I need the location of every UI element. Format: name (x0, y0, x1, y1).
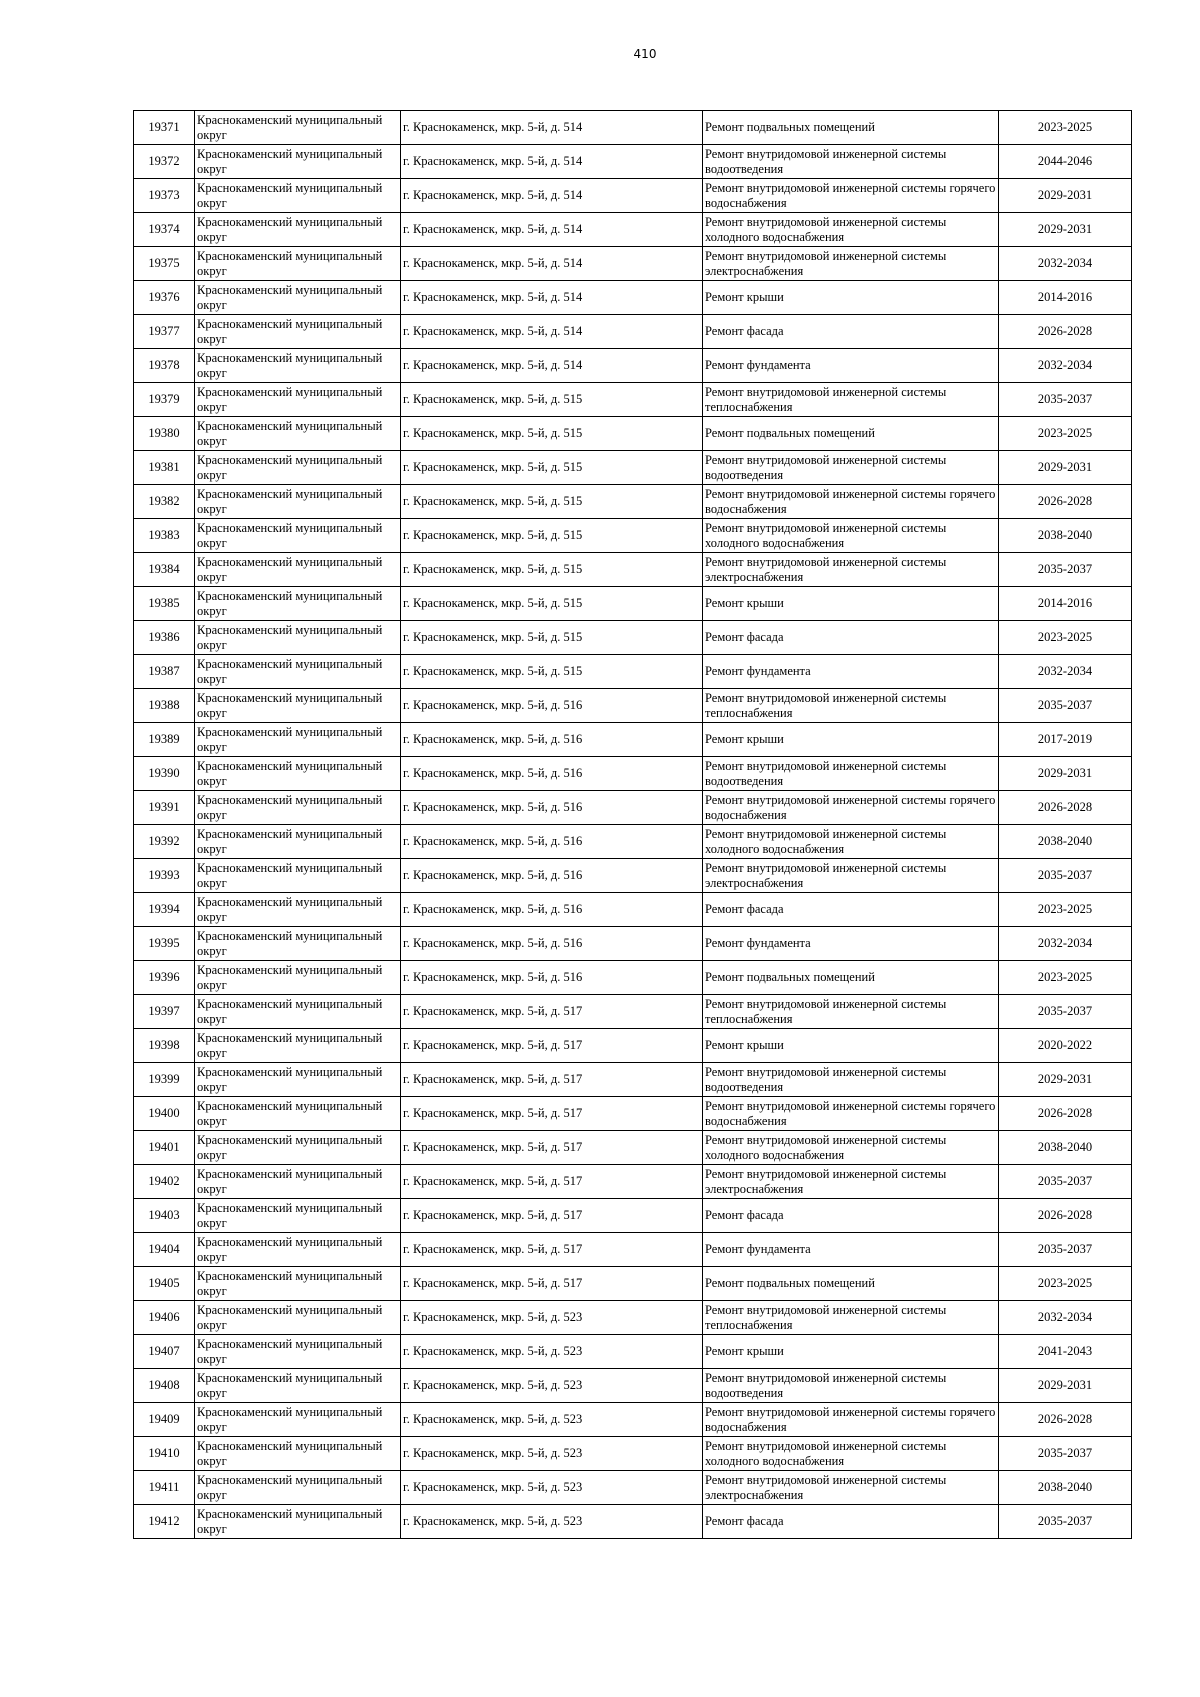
address-cell: г. Краснокаменск, мкр. 5-й, д. 516 (401, 689, 703, 723)
work-type-cell: Ремонт внутридомовой инженерной системы теплоснабжения (703, 995, 999, 1029)
period-cell: 2035-2037 (999, 859, 1132, 893)
work-type-cell: Ремонт внутридомовой инженерной системы водоотведения (703, 145, 999, 179)
work-type-cell: Ремонт внутридомовой инженерной системы водоотведения (703, 1369, 999, 1403)
row-number-cell: 19408 (134, 1369, 195, 1403)
address-cell: г. Краснокаменск, мкр. 5-й, д. 517 (401, 1233, 703, 1267)
municipality-cell: Краснокаменский муниципальный округ (195, 1505, 401, 1539)
table-row (134, 961, 1132, 995)
row-number-cell: 19394 (134, 893, 195, 927)
work-type-cell: Ремонт внутридомовой инженерной системы электроснабжения (703, 859, 999, 893)
address-cell: г. Краснокаменск, мкр. 5-й, д. 516 (401, 791, 703, 825)
municipality-cell: Краснокаменский муниципальный округ (195, 417, 401, 451)
municipality-cell: Краснокаменский муниципальный округ (195, 961, 401, 995)
work-type-cell: Ремонт крыши (703, 1029, 999, 1063)
municipality-cell: Краснокаменский муниципальный округ (195, 723, 401, 757)
municipality-cell: Краснокаменский муниципальный округ (195, 1301, 401, 1335)
table-row (134, 1131, 1132, 1165)
work-type-cell: Ремонт фундамента (703, 927, 999, 961)
row-number-cell: 19407 (134, 1335, 195, 1369)
address-cell: г. Краснокаменск, мкр. 5-й, д. 514 (401, 349, 703, 383)
table-body (134, 111, 1132, 1539)
municipality-cell: Краснокаменский муниципальный округ (195, 757, 401, 791)
period-cell: 2023-2025 (999, 961, 1132, 995)
page-number: 410 (633, 47, 657, 61)
address-cell: г. Краснокаменск, мкр. 5-й, д. 514 (401, 281, 703, 315)
period-cell: 2035-2037 (999, 1437, 1132, 1471)
work-type-cell: Ремонт внутридомовой инженерной системы холодного водоснабжения (703, 213, 999, 247)
work-type-cell: Ремонт подвальных помещений (703, 417, 999, 451)
table-row (134, 1063, 1132, 1097)
period-cell: 2029-2031 (999, 1063, 1132, 1097)
period-cell: 2035-2037 (999, 1505, 1132, 1539)
work-type-cell: Ремонт внутридомовой инженерной системы холодного водоснабжения (703, 825, 999, 859)
work-type-cell: Ремонт подвальных помещений (703, 1267, 999, 1301)
period-cell: 2032-2034 (999, 655, 1132, 689)
address-cell: г. Краснокаменск, мкр. 5-й, д. 514 (401, 247, 703, 281)
table-row (134, 247, 1132, 281)
work-type-cell: Ремонт внутридомовой инженерной системы электроснабжения (703, 247, 999, 281)
period-cell: 2026-2028 (999, 1199, 1132, 1233)
municipality-cell: Краснокаменский муниципальный округ (195, 893, 401, 927)
address-cell: г. Краснокаменск, мкр. 5-й, д. 515 (401, 451, 703, 485)
row-number-cell: 19384 (134, 553, 195, 587)
municipality-cell: Краснокаменский муниципальный округ (195, 111, 401, 145)
table-row (134, 213, 1132, 247)
table-row (134, 281, 1132, 315)
work-type-cell: Ремонт крыши (703, 1335, 999, 1369)
table-row (134, 315, 1132, 349)
table-row (134, 1335, 1132, 1369)
work-type-cell: Ремонт внутридомовой инженерной системы холодного водоснабжения (703, 519, 999, 553)
row-number-cell: 19403 (134, 1199, 195, 1233)
period-cell: 2035-2037 (999, 689, 1132, 723)
work-type-cell: Ремонт внутридомовой инженерной системы водоотведения (703, 757, 999, 791)
work-type-cell: Ремонт фасада (703, 621, 999, 655)
work-type-cell: Ремонт внутридомовой инженерной системы водоотведения (703, 1063, 999, 1097)
table-row (134, 927, 1132, 961)
address-cell: г. Краснокаменск, мкр. 5-й, д. 515 (401, 621, 703, 655)
repair-schedule-table (133, 110, 1132, 1539)
row-number-cell: 19392 (134, 825, 195, 859)
row-number-cell: 19371 (134, 111, 195, 145)
municipality-cell: Краснокаменский муниципальный округ (195, 1267, 401, 1301)
period-cell: 2044-2046 (999, 145, 1132, 179)
municipality-cell: Краснокаменский муниципальный округ (195, 1063, 401, 1097)
municipality-cell: Краснокаменский муниципальный округ (195, 485, 401, 519)
address-cell: г. Краснокаменск, мкр. 5-й, д. 523 (401, 1301, 703, 1335)
table-row (134, 1199, 1132, 1233)
row-number-cell: 19389 (134, 723, 195, 757)
row-number-cell: 19376 (134, 281, 195, 315)
work-type-cell: Ремонт фундамента (703, 655, 999, 689)
table-row (134, 1165, 1132, 1199)
period-cell: 2032-2034 (999, 349, 1132, 383)
municipality-cell: Краснокаменский муниципальный округ (195, 1199, 401, 1233)
work-type-cell: Ремонт внутридомовой инженерной системы водоотведения (703, 451, 999, 485)
municipality-cell: Краснокаменский муниципальный округ (195, 145, 401, 179)
table-row (134, 655, 1132, 689)
table-row (134, 1403, 1132, 1437)
row-number-cell: 19399 (134, 1063, 195, 1097)
row-number-cell: 19387 (134, 655, 195, 689)
municipality-cell: Краснокаменский муниципальный округ (195, 247, 401, 281)
period-cell: 2029-2031 (999, 451, 1132, 485)
period-cell: 2026-2028 (999, 1403, 1132, 1437)
municipality-cell: Краснокаменский муниципальный округ (195, 791, 401, 825)
row-number-cell: 19390 (134, 757, 195, 791)
row-number-cell: 19412 (134, 1505, 195, 1539)
table-row (134, 621, 1132, 655)
period-cell: 2035-2037 (999, 553, 1132, 587)
address-cell: г. Краснокаменск, мкр. 5-й, д. 523 (401, 1505, 703, 1539)
period-cell: 2014-2016 (999, 587, 1132, 621)
address-cell: г. Краснокаменск, мкр. 5-й, д. 514 (401, 179, 703, 213)
municipality-cell: Краснокаменский муниципальный округ (195, 179, 401, 213)
table-row (134, 859, 1132, 893)
municipality-cell: Краснокаменский муниципальный округ (195, 451, 401, 485)
work-type-cell: Ремонт фундамента (703, 349, 999, 383)
period-cell: 2035-2037 (999, 383, 1132, 417)
row-number-cell: 19381 (134, 451, 195, 485)
municipality-cell: Краснокаменский муниципальный округ (195, 383, 401, 417)
work-type-cell: Ремонт внутридомовой инженерной системы теплоснабжения (703, 1301, 999, 1335)
period-cell: 2041-2043 (999, 1335, 1132, 1369)
table-row (134, 1369, 1132, 1403)
table-row (134, 1437, 1132, 1471)
work-type-cell: Ремонт внутридомовой инженерной системы горячего водоснабжения (703, 791, 999, 825)
table-row (134, 1301, 1132, 1335)
row-number-cell: 19382 (134, 485, 195, 519)
period-cell: 2032-2034 (999, 927, 1132, 961)
work-type-cell: Ремонт внутридомовой инженерной системы электроснабжения (703, 1471, 999, 1505)
address-cell: г. Краснокаменск, мкр. 5-й, д. 515 (401, 485, 703, 519)
municipality-cell: Краснокаменский муниципальный округ (195, 519, 401, 553)
work-type-cell: Ремонт подвальных помещений (703, 961, 999, 995)
row-number-cell: 19378 (134, 349, 195, 383)
period-cell: 2026-2028 (999, 1097, 1132, 1131)
address-cell: г. Краснокаменск, мкр. 5-й, д. 516 (401, 757, 703, 791)
table-row (134, 995, 1132, 1029)
table-row (134, 1029, 1132, 1063)
row-number-cell: 19395 (134, 927, 195, 961)
period-cell: 2026-2028 (999, 315, 1132, 349)
period-cell: 2026-2028 (999, 791, 1132, 825)
table-row (134, 757, 1132, 791)
table-row (134, 349, 1132, 383)
table-row (134, 485, 1132, 519)
row-number-cell: 19373 (134, 179, 195, 213)
period-cell: 2023-2025 (999, 621, 1132, 655)
period-cell: 2014-2016 (999, 281, 1132, 315)
row-number-cell: 19386 (134, 621, 195, 655)
work-type-cell: Ремонт внутридомовой инженерной системы горячего водоснабжения (703, 179, 999, 213)
row-number-cell: 19380 (134, 417, 195, 451)
row-number-cell: 19383 (134, 519, 195, 553)
row-number-cell: 19388 (134, 689, 195, 723)
row-number-cell: 19410 (134, 1437, 195, 1471)
municipality-cell: Краснокаменский муниципальный округ (195, 315, 401, 349)
table-row (134, 451, 1132, 485)
row-number-cell: 19374 (134, 213, 195, 247)
work-type-cell: Ремонт внутридомовой инженерной системы электроснабжения (703, 553, 999, 587)
table-row (134, 1267, 1132, 1301)
address-cell: г. Краснокаменск, мкр. 5-й, д. 523 (401, 1437, 703, 1471)
table-row (134, 1471, 1132, 1505)
period-cell: 2038-2040 (999, 519, 1132, 553)
municipality-cell: Краснокаменский муниципальный округ (195, 655, 401, 689)
address-cell: г. Краснокаменск, мкр. 5-й, д. 516 (401, 893, 703, 927)
municipality-cell: Краснокаменский муниципальный округ (195, 927, 401, 961)
work-type-cell: Ремонт фасада (703, 1199, 999, 1233)
address-cell: г. Краснокаменск, мкр. 5-й, д. 517 (401, 1097, 703, 1131)
table-row (134, 723, 1132, 757)
address-cell: г. Краснокаменск, мкр. 5-й, д. 517 (401, 1063, 703, 1097)
work-type-cell: Ремонт внутридомовой инженерной системы теплоснабжения (703, 689, 999, 723)
address-cell: г. Краснокаменск, мкр. 5-й, д. 516 (401, 723, 703, 757)
table-row (134, 383, 1132, 417)
table-row (134, 179, 1132, 213)
address-cell: г. Краснокаменск, мкр. 5-й, д. 515 (401, 383, 703, 417)
work-type-cell: Ремонт фундамента (703, 1233, 999, 1267)
municipality-cell: Краснокаменский муниципальный округ (195, 995, 401, 1029)
table-row (134, 1233, 1132, 1267)
address-cell: г. Краснокаменск, мкр. 5-й, д. 516 (401, 859, 703, 893)
work-type-cell: Ремонт внутридомовой инженерной системы электроснабжения (703, 1165, 999, 1199)
row-number-cell: 19404 (134, 1233, 195, 1267)
work-type-cell: Ремонт внутридомовой инженерной системы теплоснабжения (703, 383, 999, 417)
work-type-cell: Ремонт внутридомовой инженерной системы горячего водоснабжения (703, 1097, 999, 1131)
work-type-cell: Ремонт внутридомовой инженерной системы горячего водоснабжения (703, 485, 999, 519)
row-number-cell: 19393 (134, 859, 195, 893)
row-number-cell: 19402 (134, 1165, 195, 1199)
period-cell: 2020-2022 (999, 1029, 1132, 1063)
table-row (134, 791, 1132, 825)
work-type-cell: Ремонт внутридомовой инженерной системы горячего водоснабжения (703, 1403, 999, 1437)
municipality-cell: Краснокаменский муниципальный округ (195, 689, 401, 723)
address-cell: г. Краснокаменск, мкр. 5-й, д. 516 (401, 961, 703, 995)
address-cell: г. Краснокаменск, мкр. 5-й, д. 515 (401, 417, 703, 451)
table-row (134, 825, 1132, 859)
row-number-cell: 19409 (134, 1403, 195, 1437)
work-type-cell: Ремонт крыши (703, 723, 999, 757)
table-row (134, 587, 1132, 621)
period-cell: 2035-2037 (999, 995, 1132, 1029)
address-cell: г. Краснокаменск, мкр. 5-й, д. 517 (401, 1029, 703, 1063)
address-cell: г. Краснокаменск, мкр. 5-й, д. 515 (401, 553, 703, 587)
municipality-cell: Краснокаменский муниципальный округ (195, 1437, 401, 1471)
table-row (134, 553, 1132, 587)
work-type-cell: Ремонт подвальных помещений (703, 111, 999, 145)
municipality-cell: Краснокаменский муниципальный округ (195, 349, 401, 383)
row-number-cell: 19405 (134, 1267, 195, 1301)
address-cell: г. Краснокаменск, мкр. 5-й, д. 514 (401, 315, 703, 349)
row-number-cell: 19391 (134, 791, 195, 825)
row-number-cell: 19385 (134, 587, 195, 621)
address-cell: г. Краснокаменск, мкр. 5-й, д. 523 (401, 1369, 703, 1403)
period-cell: 2038-2040 (999, 1131, 1132, 1165)
address-cell: г. Краснокаменск, мкр. 5-й, д. 516 (401, 825, 703, 859)
period-cell: 2023-2025 (999, 111, 1132, 145)
period-cell: 2029-2031 (999, 1369, 1132, 1403)
row-number-cell: 19375 (134, 247, 195, 281)
municipality-cell: Краснокаменский муниципальный округ (195, 1369, 401, 1403)
period-cell: 2032-2034 (999, 1301, 1132, 1335)
address-cell: г. Краснокаменск, мкр. 5-й, д. 517 (401, 1267, 703, 1301)
work-type-cell: Ремонт фасада (703, 1505, 999, 1539)
municipality-cell: Краснокаменский муниципальный округ (195, 553, 401, 587)
period-cell: 2035-2037 (999, 1233, 1132, 1267)
work-type-cell: Ремонт внутридомовой инженерной системы холодного водоснабжения (703, 1131, 999, 1165)
municipality-cell: Краснокаменский муниципальный округ (195, 1097, 401, 1131)
table-row (134, 689, 1132, 723)
row-number-cell: 19401 (134, 1131, 195, 1165)
municipality-cell: Краснокаменский муниципальный округ (195, 1165, 401, 1199)
address-cell: г. Краснокаменск, мкр. 5-й, д. 523 (401, 1471, 703, 1505)
table-row (134, 111, 1132, 145)
row-number-cell: 19406 (134, 1301, 195, 1335)
municipality-cell: Краснокаменский муниципальный округ (195, 825, 401, 859)
address-cell: г. Краснокаменск, мкр. 5-й, д. 515 (401, 519, 703, 553)
work-type-cell: Ремонт крыши (703, 587, 999, 621)
row-number-cell: 19398 (134, 1029, 195, 1063)
period-cell: 2032-2034 (999, 247, 1132, 281)
municipality-cell: Краснокаменский муниципальный округ (195, 1403, 401, 1437)
row-number-cell: 19377 (134, 315, 195, 349)
municipality-cell: Краснокаменский муниципальный округ (195, 213, 401, 247)
municipality-cell: Краснокаменский муниципальный округ (195, 587, 401, 621)
period-cell: 2029-2031 (999, 757, 1132, 791)
table-row (134, 145, 1132, 179)
row-number-cell: 19400 (134, 1097, 195, 1131)
municipality-cell: Краснокаменский муниципальный округ (195, 1335, 401, 1369)
period-cell: 2026-2028 (999, 485, 1132, 519)
period-cell: 2035-2037 (999, 1165, 1132, 1199)
address-cell: г. Краснокаменск, мкр. 5-й, д. 514 (401, 145, 703, 179)
municipality-cell: Краснокаменский муниципальный округ (195, 1471, 401, 1505)
period-cell: 2023-2025 (999, 893, 1132, 927)
address-cell: г. Краснокаменск, мкр. 5-й, д. 517 (401, 1199, 703, 1233)
row-number-cell: 19372 (134, 145, 195, 179)
table-row (134, 893, 1132, 927)
period-cell: 2038-2040 (999, 825, 1132, 859)
period-cell: 2023-2025 (999, 1267, 1132, 1301)
table-row (134, 1505, 1132, 1539)
address-cell: г. Краснокаменск, мкр. 5-й, д. 517 (401, 995, 703, 1029)
address-cell: г. Краснокаменск, мкр. 5-й, д. 515 (401, 655, 703, 689)
period-cell: 2029-2031 (999, 179, 1132, 213)
period-cell: 2038-2040 (999, 1471, 1132, 1505)
address-cell: г. Краснокаменск, мкр. 5-й, д. 523 (401, 1335, 703, 1369)
municipality-cell: Краснокаменский муниципальный округ (195, 1233, 401, 1267)
row-number-cell: 19396 (134, 961, 195, 995)
row-number-cell: 19379 (134, 383, 195, 417)
table-row (134, 519, 1132, 553)
municipality-cell: Краснокаменский муниципальный округ (195, 621, 401, 655)
work-type-cell: Ремонт крыши (703, 281, 999, 315)
address-cell: г. Краснокаменск, мкр. 5-й, д. 523 (401, 1403, 703, 1437)
table-row (134, 417, 1132, 451)
address-cell: г. Краснокаменск, мкр. 5-й, д. 514 (401, 213, 703, 247)
work-type-cell: Ремонт внутридомовой инженерной системы холодного водоснабжения (703, 1437, 999, 1471)
work-type-cell: Ремонт фасада (703, 315, 999, 349)
row-number-cell: 19411 (134, 1471, 195, 1505)
row-number-cell: 19397 (134, 995, 195, 1029)
period-cell: 2029-2031 (999, 213, 1132, 247)
municipality-cell: Краснокаменский муниципальный округ (195, 859, 401, 893)
municipality-cell: Краснокаменский муниципальный округ (195, 281, 401, 315)
work-type-cell: Ремонт фасада (703, 893, 999, 927)
address-cell: г. Краснокаменск, мкр. 5-й, д. 517 (401, 1131, 703, 1165)
municipality-cell: Краснокаменский муниципальный округ (195, 1131, 401, 1165)
address-cell: г. Краснокаменск, мкр. 5-й, д. 517 (401, 1165, 703, 1199)
period-cell: 2023-2025 (999, 417, 1132, 451)
address-cell: г. Краснокаменск, мкр. 5-й, д. 515 (401, 587, 703, 621)
period-cell: 2017-2019 (999, 723, 1132, 757)
table-row (134, 1097, 1132, 1131)
address-cell: г. Краснокаменск, мкр. 5-й, д. 516 (401, 927, 703, 961)
municipality-cell: Краснокаменский муниципальный округ (195, 1029, 401, 1063)
address-cell: г. Краснокаменск, мкр. 5-й, д. 514 (401, 111, 703, 145)
